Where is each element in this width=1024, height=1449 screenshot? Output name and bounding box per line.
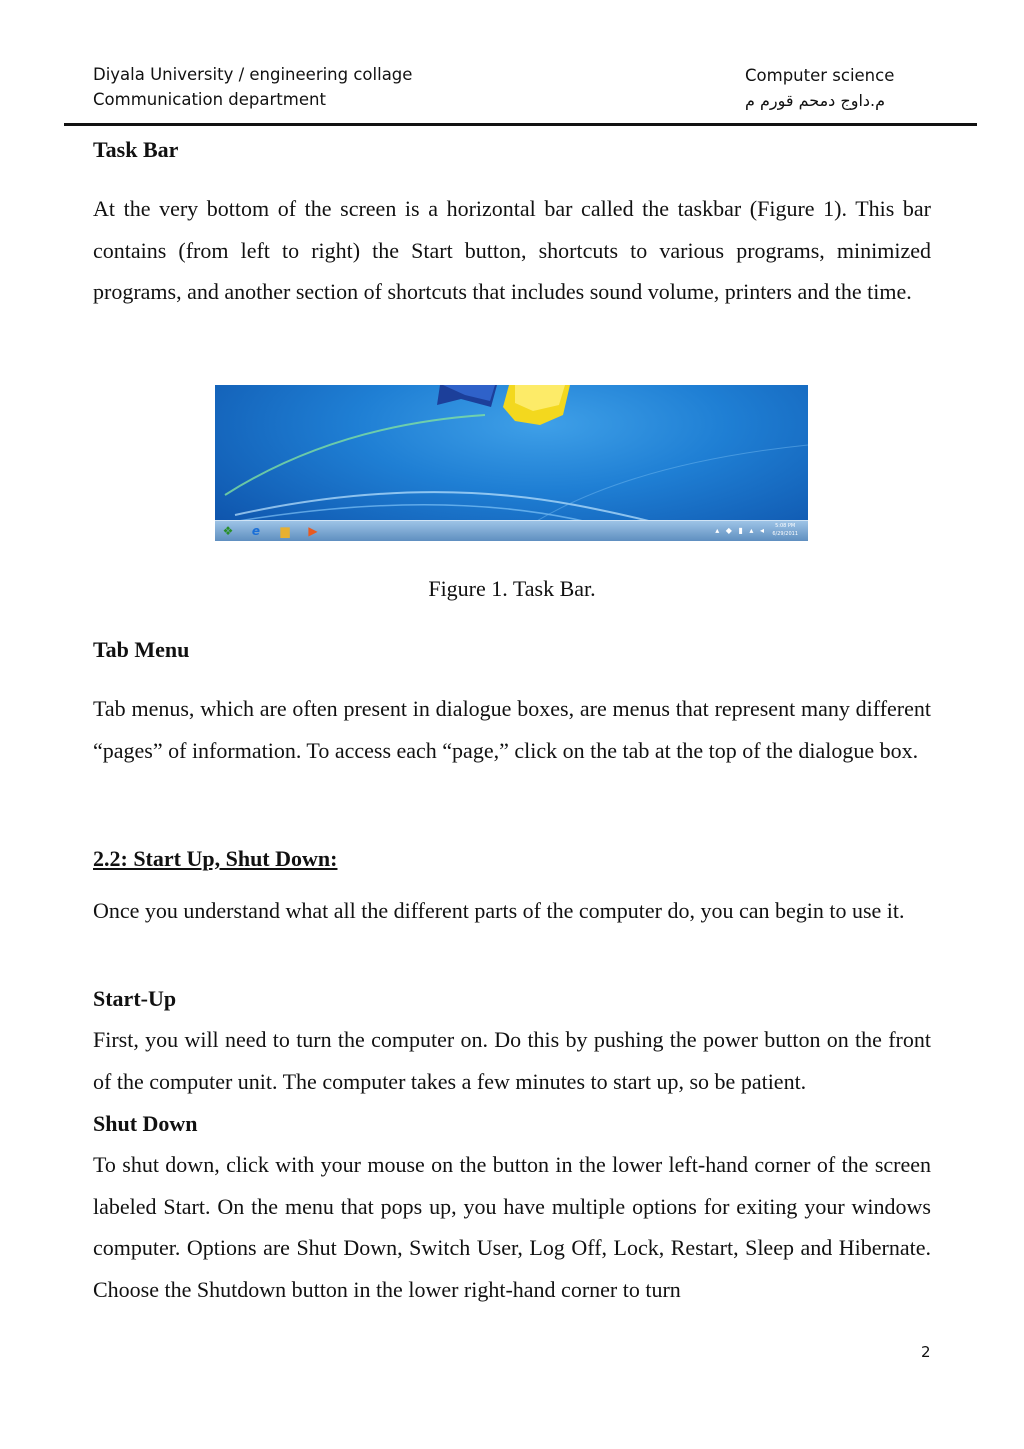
startup-intro-paragraph: Once you understand what all the different parts of the computer do, you can begin to use it. [93, 898, 905, 923]
header-right [745, 63, 894, 113]
file-explorer-icon: ▆ [280, 524, 290, 538]
internet-explorer-icon: e [251, 524, 261, 538]
instructor-name: م.داوج دمحم قورم م [745, 91, 885, 110]
page-number: 2 [921, 1343, 931, 1361]
start-orb-icon: ❖ [222, 524, 234, 538]
header-left [93, 62, 412, 112]
header-rule [64, 123, 977, 126]
startup-heading: Start-Up [93, 986, 177, 1011]
tab-menu-heading: Tab Menu [93, 637, 190, 662]
tab-menu-paragraph: Tab menus, which are often present in dialogue boxes, are menus that represent many different “pages” of information. To access each “page,” click on the tab at the top of the dialogue box. [93, 696, 931, 763]
taskbar [215, 520, 808, 541]
shutdown-paragraph: To shut down, click with your mouse on the button in the lower left-hand corner of the screen labeled Start. On the menu that pops up, you have multiple options for exiting your windows computer. Options are Shut Down, Switch User, Log Off, Lock, Restart, Sleep and Hibernate. Choose the Shutdown button in the lower right-hand corner to turn [93, 1152, 931, 1302]
university-name: Diyala University / engineering collage [93, 65, 413, 84]
subject-name: Computer science [745, 66, 895, 85]
desktop-wallpaper [215, 385, 808, 541]
taskbar-figure [215, 385, 808, 541]
tray-icons: ▴ ◆ ▮ ▴ ◂ [715, 526, 766, 535]
shutdown-heading: Shut Down [93, 1111, 198, 1136]
tray-clock [772, 522, 798, 538]
taskbar-heading: Task Bar [93, 137, 179, 162]
figure-caption: Figure 1. Task Bar. [428, 576, 596, 601]
startup-shutdown-section-heading: 2.2: Start Up, Shut Down: [93, 846, 338, 871]
tray-date: 6/29/2011 [772, 531, 798, 537]
taskbar-paragraph: At the very bottom of the screen is a horizontal bar called the taskbar (Figure 1). This bar contains (from left to right) the Start button, shortcuts to various programs, minimized programs, and another section of shortcuts that includes sound volume, printers and the time. [93, 196, 931, 305]
department-name: Communication department [93, 90, 326, 109]
media-player-icon: ▶ [308, 524, 318, 538]
tray-time: 5:08 PM [775, 523, 796, 529]
startup-paragraph: First, you will need to turn the computer on. Do this by pushing the power button on the front of the computer unit. The computer takes a few minutes to start up, so be patient. [93, 1027, 931, 1094]
